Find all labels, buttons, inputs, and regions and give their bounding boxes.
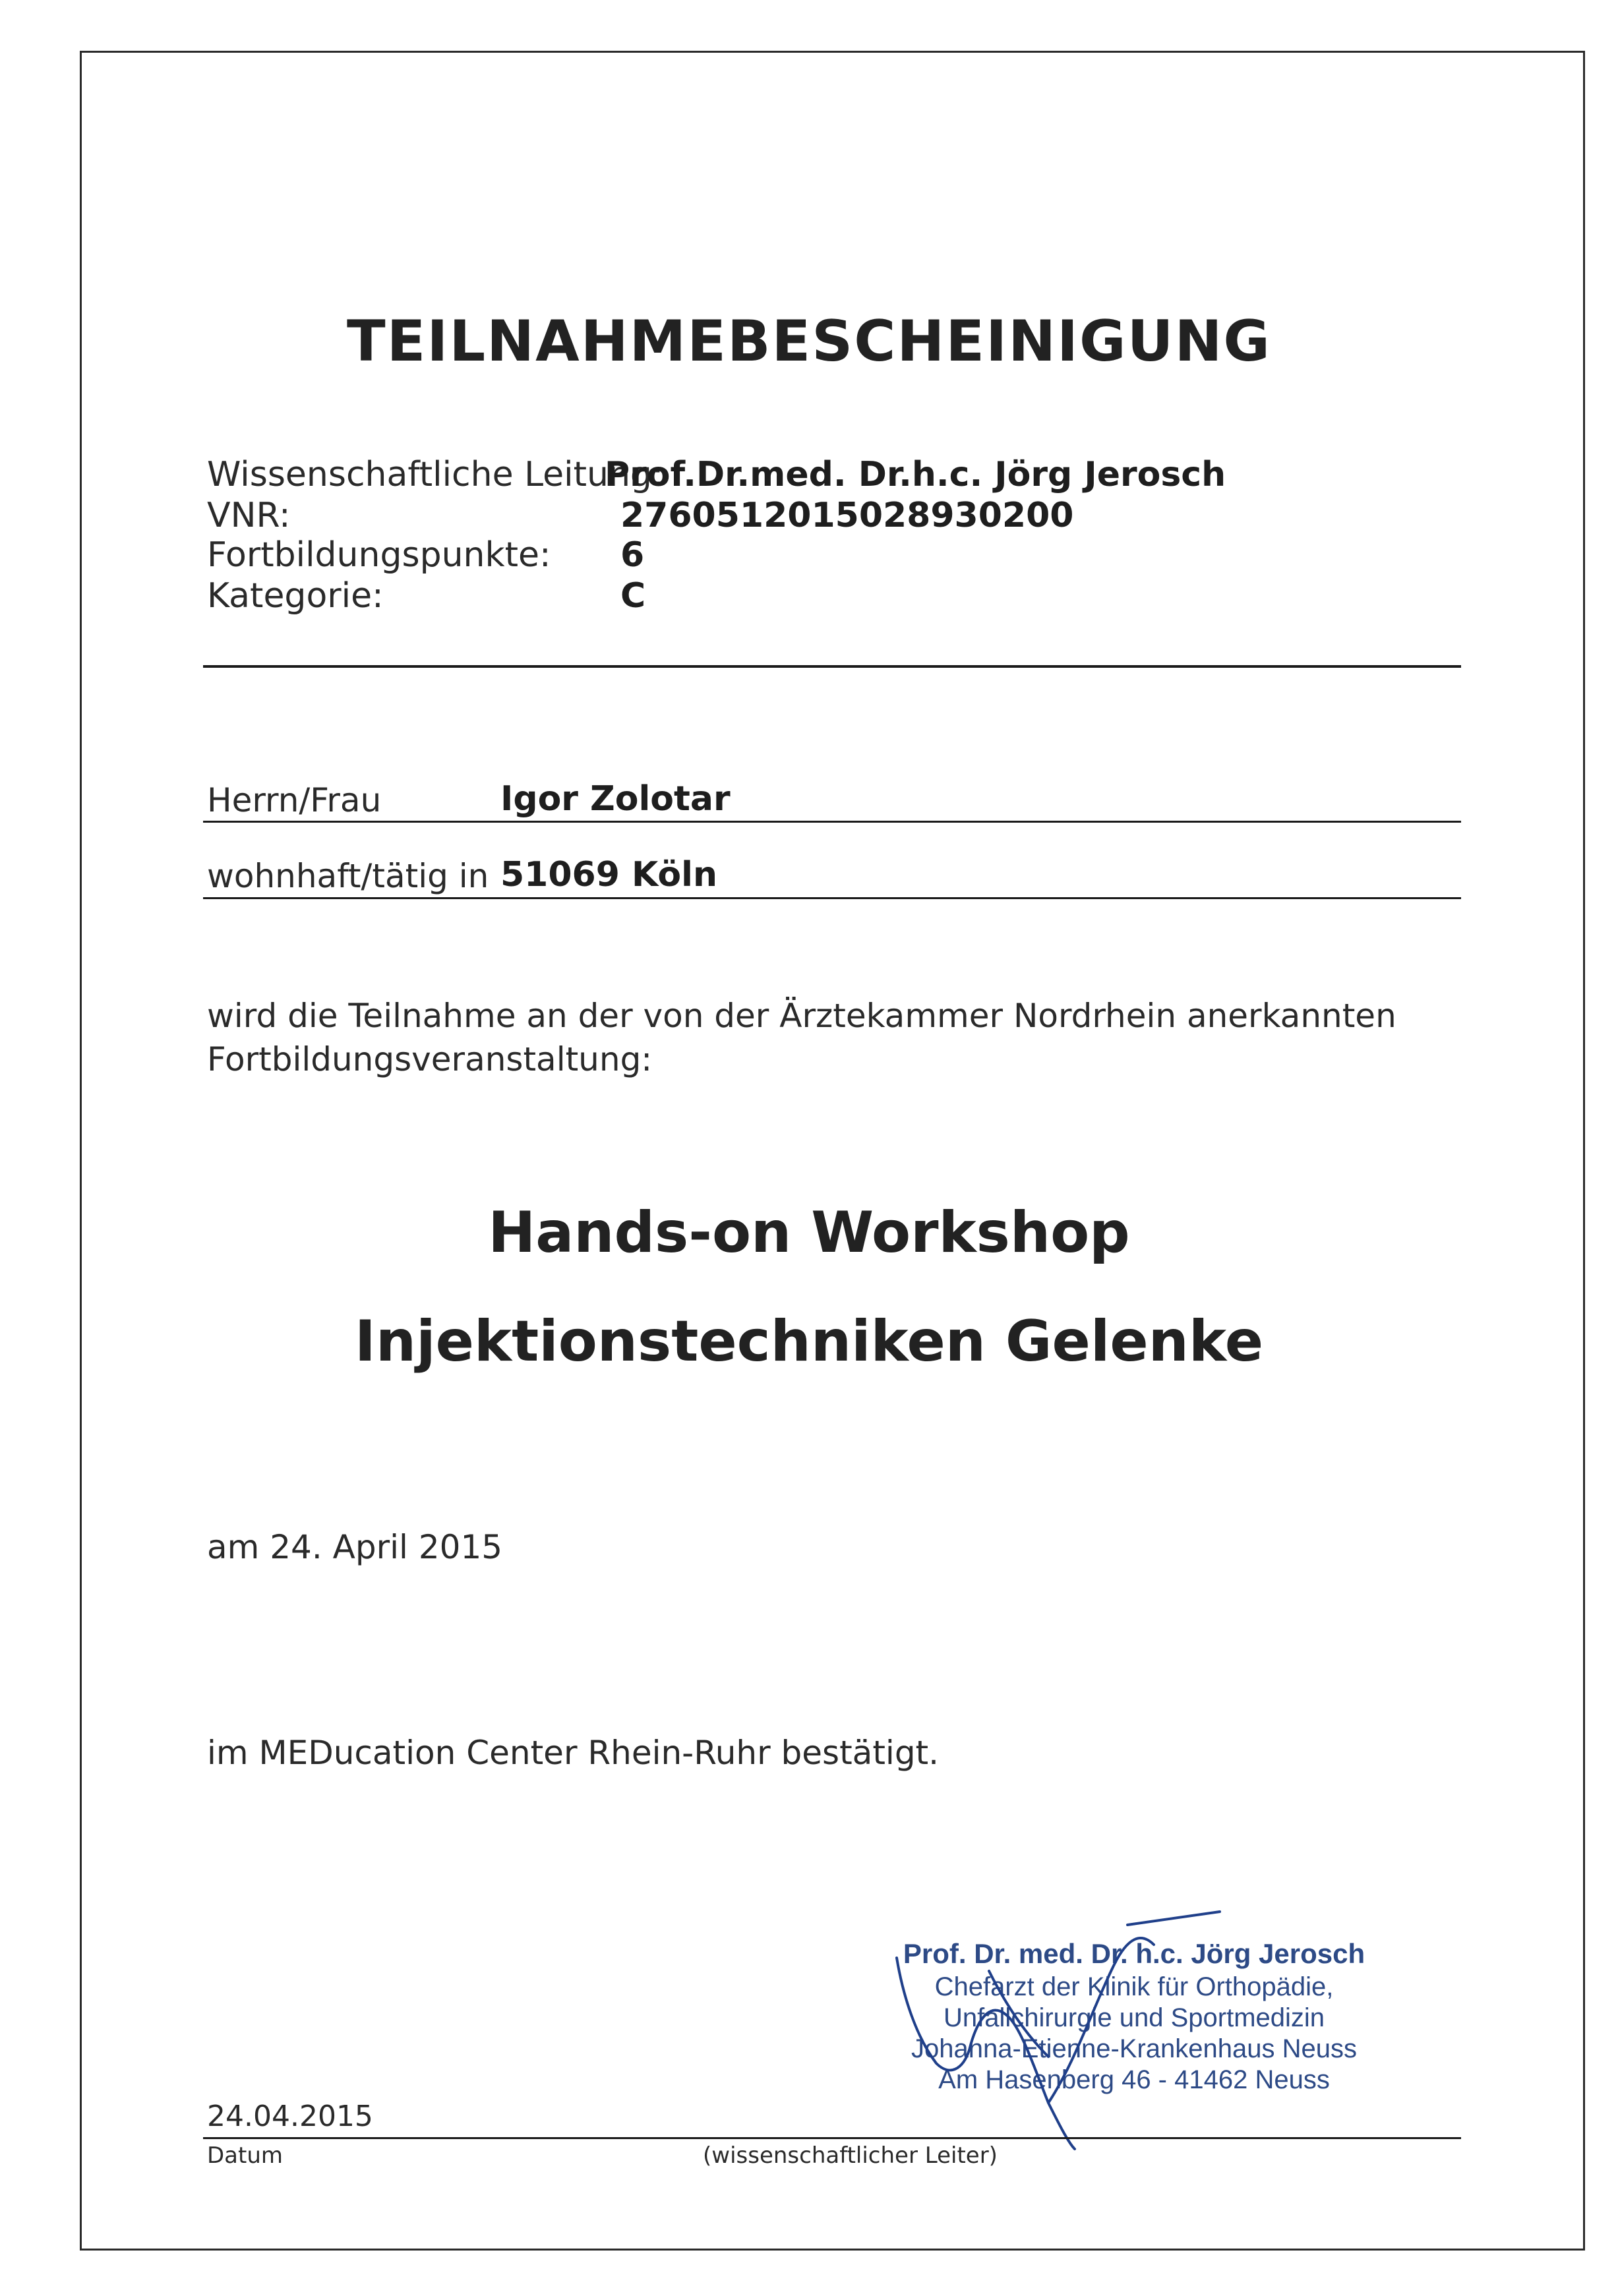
stamp-line-2: Unfallchirurgie und Sportmedizin <box>943 2003 1325 2032</box>
info-label-punkte: Fortbildungspunkte: <box>207 535 551 575</box>
place-label: wohnhaft/tätig in <box>207 857 489 895</box>
name-label: Herrn/Frau <box>207 781 382 819</box>
place-underline <box>203 897 1461 899</box>
info-value-leitung: Prof.Dr.med. Dr.h.c. Jörg Jerosch <box>605 455 1226 494</box>
event-date: am 24. April 2015 <box>207 1528 503 1566</box>
event-title-line1: Hands-on Workshop <box>488 1200 1130 1266</box>
info-value-punkte: 6 <box>620 535 645 575</box>
intro-text-line2: Fortbildungsveranstaltung: <box>207 1040 653 1078</box>
document-title: TEILNAHMEBESCHEINIGUNG <box>346 309 1272 374</box>
date-caption: Datum <box>207 2142 284 2169</box>
confirmation-text: im MEDucation Center Rhein-Ruhr bestätigt. <box>207 1734 940 1772</box>
section-divider <box>203 665 1461 668</box>
signature-date: 24.04.2015 <box>207 2100 373 2133</box>
signature-rule <box>203 2137 1461 2139</box>
name-underline <box>203 821 1461 823</box>
info-label-leitung: Wissenschaftliche Leitung: <box>207 455 664 494</box>
document-frame <box>80 51 1585 2251</box>
participant-place: 51069 Köln <box>500 855 717 895</box>
info-label-kategorie: Kategorie: <box>207 576 384 616</box>
signature-mark <box>877 1905 1246 2156</box>
info-value-vnr: 2760512015028930200 <box>620 496 1074 535</box>
signer-caption: (wissenschaftlicher Leiter) <box>703 2142 998 2169</box>
participant-name: Igor Zolotar <box>500 779 731 819</box>
intro-text-line1: wird die Teilnahme an der von der Ärztekammer Nordrhein anerkannten <box>207 997 1396 1035</box>
stamp-line-3: Johanna-Etienne-Krankenhaus Neuss <box>911 2034 1357 2063</box>
stamp-name: Prof. Dr. med. Dr. h.c. Jörg Jerosch <box>903 1938 1365 1969</box>
info-value-kategorie: C <box>620 576 646 616</box>
stamp-line-4: Am Hasenberg 46 - 41462 Neuss <box>938 2065 1330 2094</box>
info-label-vnr: VNR: <box>207 496 291 535</box>
event-title-line2: Injektionstechniken Gelenke <box>354 1309 1264 1374</box>
stamp-line-1: Chefarzt der Klinik für Orthopädie, <box>934 1972 1334 2001</box>
